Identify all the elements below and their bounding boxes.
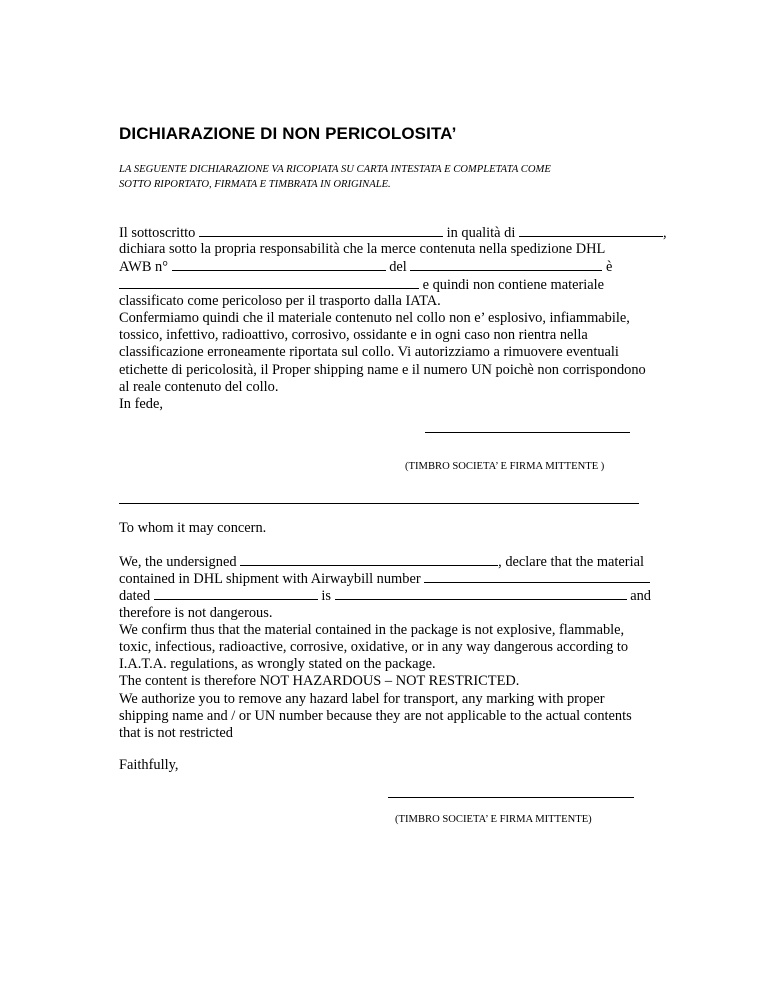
instruction-line: LA SEGUENTE DICHIARAZIONE VA RICOPIATA SU CARTA INTESTATA E COMPLETATA COME <box>119 164 551 175</box>
signer-role-field[interactable] <box>519 224 663 237</box>
english-greeting: To whom it may concern. <box>119 520 267 536</box>
goods-description-field[interactable] <box>119 276 419 289</box>
italian-line-8: classificazione erroneamente riportata sul collo. Vi autorizziamo a rimuovere eventuali <box>119 344 619 361</box>
shipment-date-field[interactable] <box>410 258 602 271</box>
italian-line-5: classificato come pericoloso per il trasporto dalla IATA. <box>119 292 441 309</box>
italian-line-9: etichette di pericolosità, il Proper shipping name e il numero UN poichè non corrispondono <box>119 361 646 378</box>
italian-declaration <box>119 224 667 396</box>
italian-line-2: dichiara sotto la propria responsabilità che la merce contenuta nella spedizione DHL <box>119 241 606 258</box>
airwaybill-number-field[interactable] <box>424 570 650 583</box>
faithfully-label: Faithfully, <box>119 757 179 773</box>
english-line-10: shipping name and / or UN number because they are not applicable to the actual contents <box>119 707 632 724</box>
english-line-9: We authorize you to remove any hazard label for transport, any marking with proper <box>119 690 605 707</box>
english-line-5: We confirm thus that the material contained in the package is not explosive, flammable, <box>119 621 625 638</box>
instruction-line: SOTTO RIPORTATO, FIRMATA E TIMBRATA IN ORIGINALE. <box>119 179 391 190</box>
english-line-8: The content is therefore NOT HAZARDOUS – NOT RESTRICTED. <box>119 673 520 690</box>
english-line-11: that is not restricted <box>119 724 233 741</box>
italian-line-4: e quindi non contiene materiale <box>119 276 667 293</box>
signature-line-english[interactable] <box>388 797 634 798</box>
dated-field[interactable] <box>154 587 318 600</box>
english-line-3: dated is and <box>119 588 651 605</box>
italian-line-3: AWB n° del è <box>119 259 613 276</box>
document-title: DICHIARAZIONE DI NON PERICOLOSITA’ <box>119 124 457 143</box>
awb-number-field[interactable] <box>172 258 386 271</box>
section-divider <box>119 503 639 504</box>
signature-line-italian[interactable] <box>425 432 630 433</box>
undersigned-name-field[interactable] <box>240 553 498 566</box>
content-description-field[interactable] <box>335 587 627 600</box>
italian-line-1: Il sottoscritto in qualità di , <box>119 225 667 241</box>
in-fede-label: In fede, <box>119 396 163 412</box>
stamp-caption-italian: (TIMBRO SOCIETA’ E FIRMA MITTENTE ) <box>405 461 605 472</box>
english-line-1: We, the undersigned , declare that the material <box>119 554 644 570</box>
italian-line-7: tossico, infettivo, radioattivo, corrosivo, ossidante e in ogni caso non rientra nella <box>119 327 588 344</box>
english-line-6: toxic, infectious, radioactive, corrosive, oxidative, or in any way dangerous according to <box>119 638 629 655</box>
signer-name-field[interactable] <box>199 224 443 237</box>
italian-line-10: al reale contenuto del collo. <box>119 378 279 395</box>
english-line-4: therefore is not dangerous. <box>119 604 273 621</box>
italian-line-6: Confermiamo quindi che il materiale contenuto nel collo non e’ esplosivo, infiammabile, <box>119 309 630 326</box>
instructions <box>119 162 551 192</box>
english-declaration <box>119 553 651 742</box>
english-line-7: I.A.T.A. regulations, as wrongly stated on the package. <box>119 656 436 673</box>
stamp-caption-english: (TIMBRO SOCIETA’ E FIRMA MITTENTE) <box>395 814 592 825</box>
english-line-2: contained in DHL shipment with Airwaybill number <box>119 570 651 587</box>
